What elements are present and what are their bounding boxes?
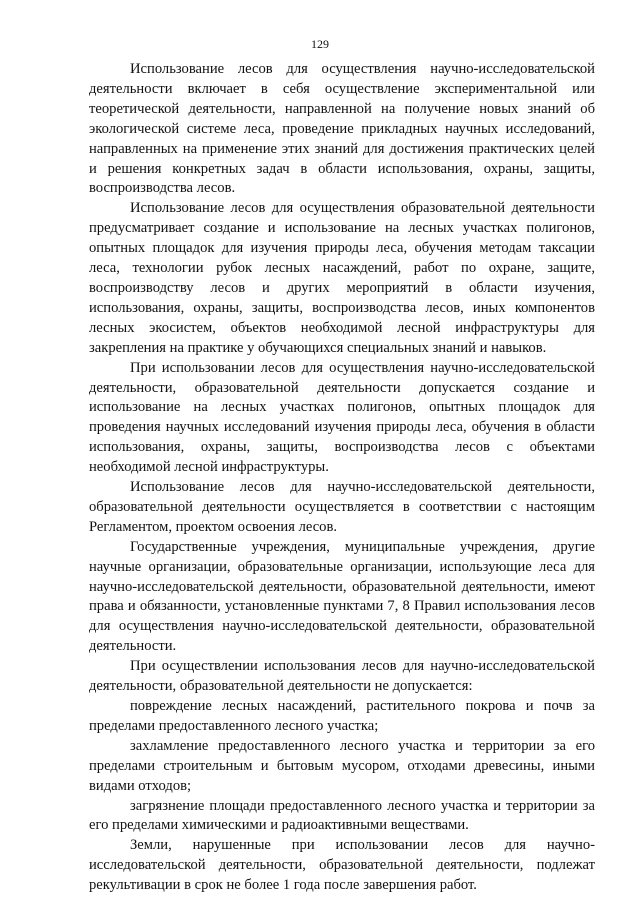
paragraph-educational-use-definition: Использование лесов для осуществления образовательной деятельности предусматривает создание и использование на лесных участках полигонов, опытных площадок для изучения природы леса, обучения методам таксации леса, технологии рубок лесных насаждений, работ по охране, защите, воспроизводству лесов и других мероприятий в области изучения, использования, охраны, защиты, воспроизводства лесов, иных компонентов лесных экосистем, объектов необходимой лесной инфраструктуры для закрепления на практике у обучающихся специальных знаний и навыков. — [89, 200, 595, 356]
list-item-prohibition-damage: повреждение лесных насаждений, растительного покрова и почв за пределами предоставленного лесного участка; — [89, 698, 595, 734]
document-body — [89, 60, 595, 896]
page-number: 129 — [311, 37, 329, 51]
list-item-prohibition-littering: захламление предоставленного лесного участка и территории за его пределами строительным и бытовым мусором, отходами древесины, иными видами отходов; — [89, 737, 595, 794]
paragraph-land-recultivation: Земли, нарушенные при использовании лесов для научно-исследовательской деятельности, образовательной деятельности, подлежат рекультивации в срок не более 1 года после завершения работ. — [89, 837, 595, 894]
paragraph-regulation-compliance: Использование лесов для научно-исследовательской деятельности, образовательной деятельности осуществляется в соответствии с настоящим Регламентом, проектом освоения лесов. — [89, 479, 595, 535]
paragraph-polygons-allowed: При использовании лесов для осуществления научно-исследовательской деятельности, образовательной деятельности допускается создание и использование на лесных участках полигонов, опытных площадок для проведения научных исследований изучения природы леса, обучения в области использования, охраны, защиты, воспроизводства лесов с объектами необходимой лесной инфраструктуры. — [89, 359, 595, 476]
list-item-prohibition-pollution: загрязнение площади предоставленного лесного участка и территории за его пределами химическими и радиоактивными веществами. — [89, 797, 595, 834]
paragraph-institutions-rights: Государственные учреждения, муниципальные учреждения, другие научные организации, образовательные организации, использующие леса для научно-исследовательской деятельности, образовательной деятельности, имеют права и обязанности, установленные пунктами 7, 8 Правил использования лесов для осуществления научно-исследовательской деятельности, образовательной деятельности. — [89, 538, 595, 655]
paragraph-prohibitions-intro: При осуществлении использования лесов для научно-исследовательской деятельности, образовательной деятельности не допускается: — [89, 658, 595, 695]
paragraph-research-use-definition: Использование лесов для осуществления научно-исследовательской деятельности включает в себя осуществление экспериментальной или теоретической деятельности, направленной на получение новых знаний об экологической системе леса, проведение прикладных научных исследований, направленных на применение этих знаний для достижения практических целей и решения конкретных задач в области использования, охраны, защиты, воспроизводства лесов. — [89, 61, 595, 197]
